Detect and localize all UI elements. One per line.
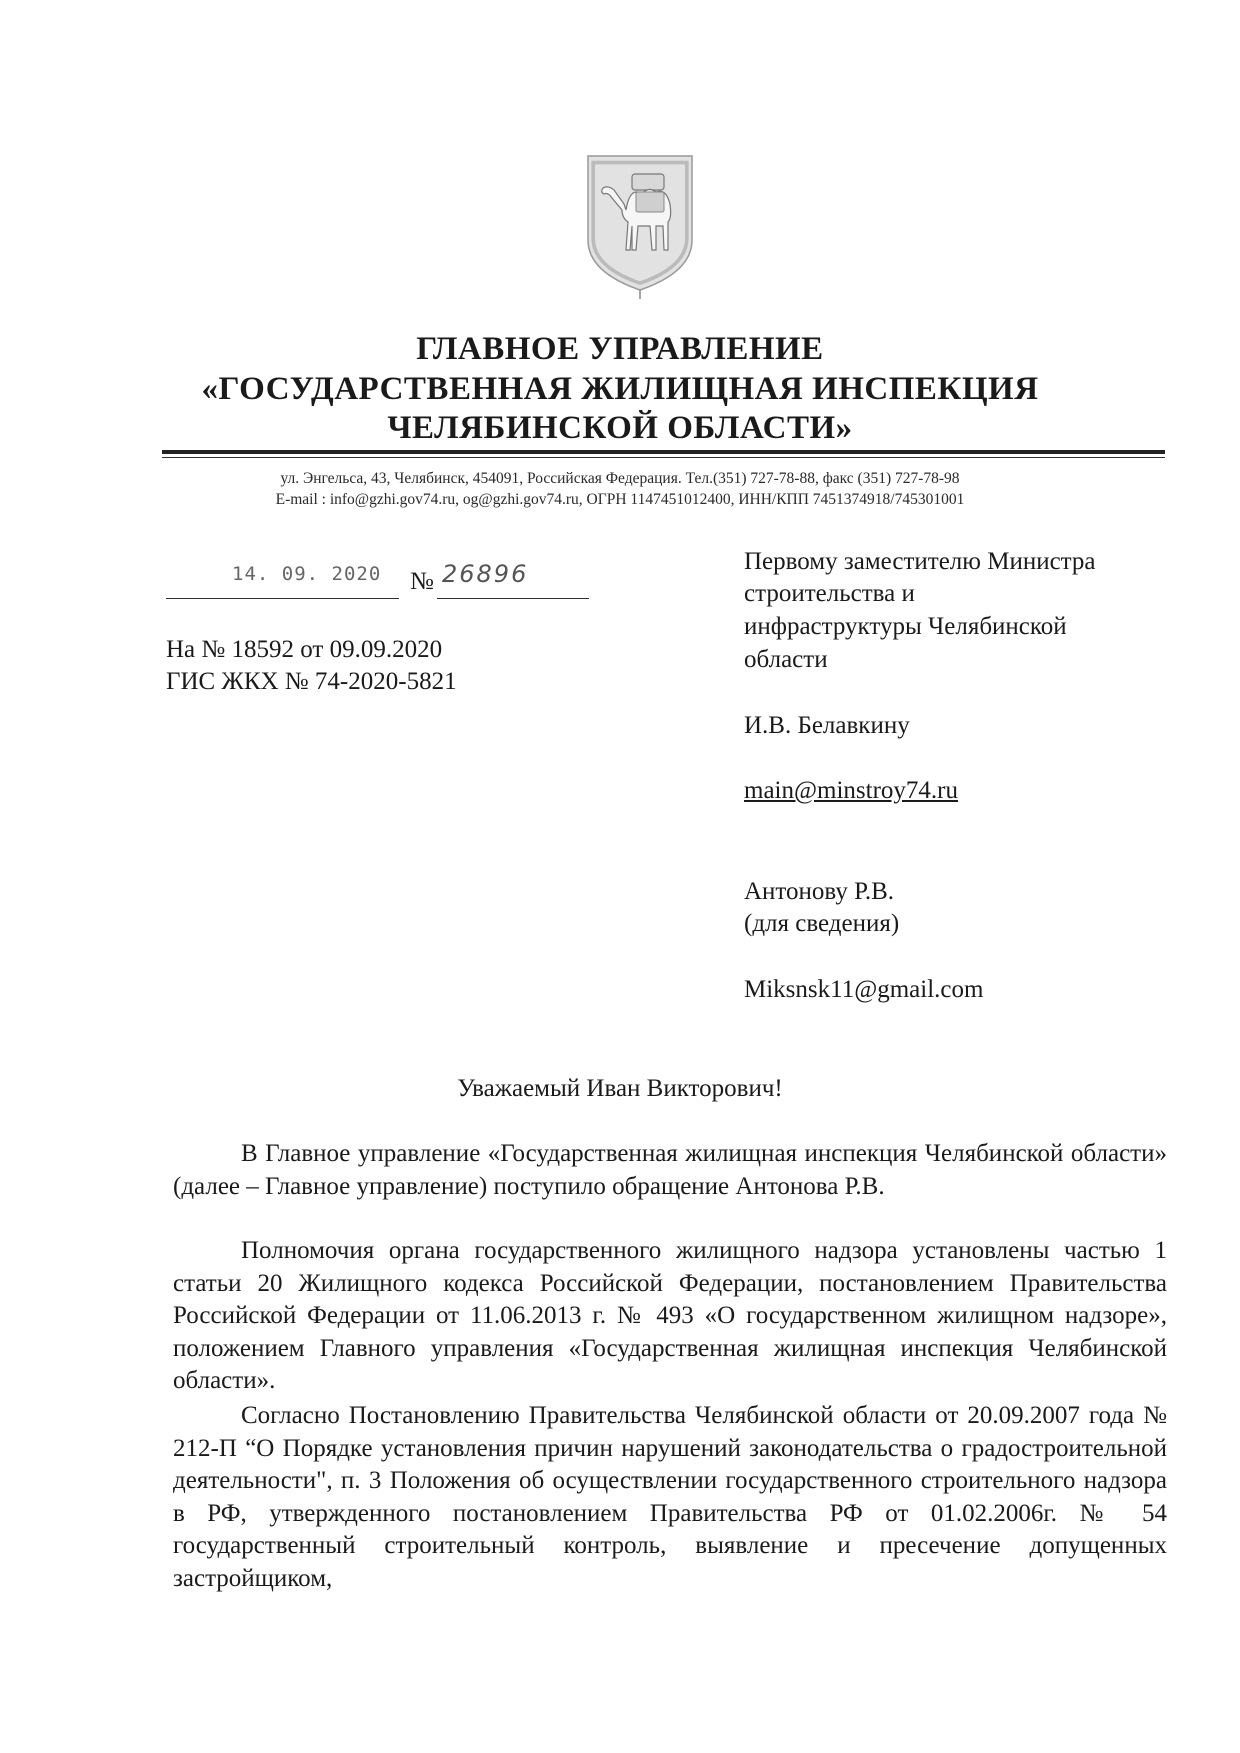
letter-paragraph-1 xyxy=(173,1138,1167,1203)
copy-recipient-email: Miksnsk11@gmail.com xyxy=(744,976,984,1003)
in-reply-reference: На № 18592 от 09.09.2020 xyxy=(166,636,443,663)
registration-number-label: № xyxy=(410,568,434,595)
org-title-line-1: ГЛАВНОЕ УПРАВЛЕНИЕ xyxy=(416,331,824,367)
addressee-email-link[interactable]: main@minstroy74.ru xyxy=(744,777,958,804)
letter-salutation: Уважаемый Иван Викторович! xyxy=(457,1075,783,1102)
paragraph-3-text: Согласно Постановлению Правительства Челябинской области от 20.09.2007 года № 212-П “О Порядке установления причин нарушений законодательства о градостроительной деятельности", п. 3 Положения об осуществлении государственного строительного надзора в РФ, утвержденного постановлением Правительства РФ от 01.02.2006г. № 54 государственный строительный контроль, выявление и пресечение допущенных застройщиком, xyxy=(173,1402,1167,1592)
camel-coat-of-arms-icon xyxy=(584,152,696,300)
addressee-position-line-1: Первому заместителю Министра xyxy=(744,548,1096,575)
copy-recipient-name: Антонову Р.В. xyxy=(744,878,895,905)
registration-date-underline xyxy=(166,598,399,599)
contacts-email: E-mail : info@gzhi.gov74.ru, og@gzhi.gov74.ru, ОГРН 1147451012400, ИНН/КПП 7451374918/745301001 xyxy=(275,491,965,508)
addressee-name: И.В. Белавкину xyxy=(744,712,910,739)
contacts-address: ул. Энгельса, 43, Челябинск, 454091, Российская Федерация. Тел.(351) 727-78-88, факс (351) 727-78-98 xyxy=(280,470,960,487)
header-divider-thick xyxy=(162,450,1165,454)
letter-paragraph-3 xyxy=(173,1400,1167,1595)
addressee-position-line-3: инфраструктуры Челябинской xyxy=(744,613,1067,640)
header-divider-thin xyxy=(162,457,1165,458)
addressee-position-line-2: строительства и xyxy=(744,580,915,607)
copy-recipient-note: (для сведения) xyxy=(744,910,900,937)
letter-paragraph-2 xyxy=(173,1235,1167,1398)
registration-number-underline xyxy=(437,598,589,599)
gis-reference: ГИС ЖКХ № 74-2020-5821 xyxy=(166,668,457,695)
addressee-position-line-4: области xyxy=(744,646,828,673)
org-title-line-2: «ГОСУДАРСТВЕННАЯ ЖИЛИЩНАЯ ИНСПЕКЦИЯ xyxy=(201,371,1039,407)
registration-date-stamp: 14. 09. 2020 xyxy=(232,563,382,585)
org-title-line-3: ЧЕЛЯБИНСКОЙ ОБЛАСТИ» xyxy=(387,410,853,446)
paragraph-1-text: В Главное управление «Государственная жилищная инспекция Челябинской области» (далее – Главное управление) поступило обращение Антонова Р.В. xyxy=(173,1140,1167,1200)
paragraph-2-text: Полномочия органа государственного жилищного надзора установлены частью 1 статьи 20 Жилищного кодекса Российской Федерации, постановлением Правительства Российской Федерации от 11.06.2013 г. № 493 «О государственном жилищном надзоре», положением Главного управления «Государственная жилищная инспекция Челябинской области». xyxy=(173,1237,1167,1394)
registration-number-handwritten: 26896 xyxy=(442,560,529,588)
